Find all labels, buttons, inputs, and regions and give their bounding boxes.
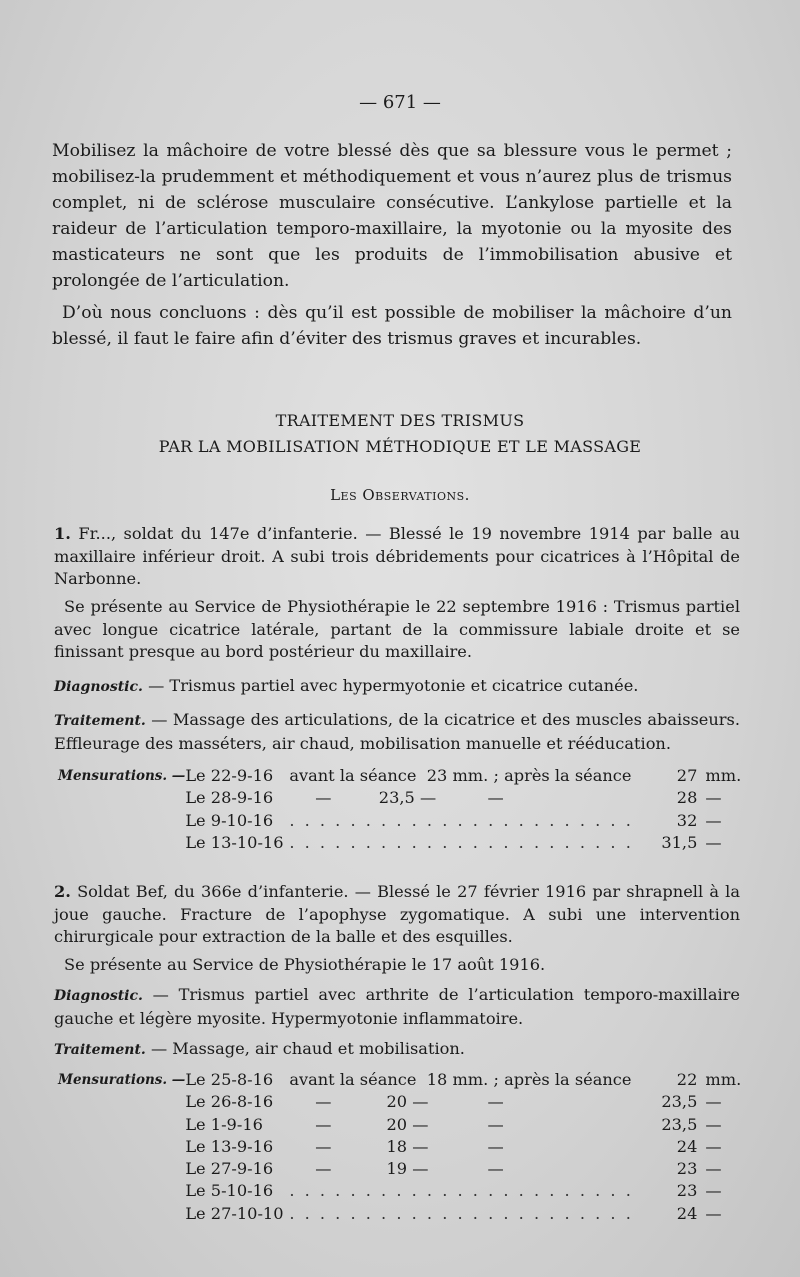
row-unit: — bbox=[705, 1114, 722, 1134]
row-date: Le 13-10-16 bbox=[185, 832, 284, 852]
row-unit: — bbox=[705, 1159, 722, 1179]
table-row bbox=[58, 1136, 741, 1158]
case-1-measurements-table bbox=[58, 765, 741, 854]
table-row bbox=[58, 787, 741, 809]
row-before: 19 — bbox=[386, 1159, 429, 1179]
row-dots: . . . . . . . . . . . . . . . . . . . . . . . bbox=[289, 832, 634, 852]
row-spacer bbox=[58, 1203, 185, 1225]
row-after: 22 bbox=[676, 1070, 698, 1089]
case-1-number: 1. bbox=[54, 524, 71, 543]
table-row bbox=[58, 1203, 741, 1225]
row-before-label: — bbox=[315, 788, 332, 808]
row-unit: — bbox=[705, 832, 722, 852]
row-before-label: — bbox=[315, 1114, 332, 1134]
row-unit: — bbox=[705, 1181, 722, 1201]
case-2-measurements-table bbox=[58, 1069, 741, 1225]
table-row bbox=[58, 810, 741, 832]
row-date: Le 5-10-16 bbox=[185, 1181, 274, 1201]
case-1-mensurations-label: Mensurations. — bbox=[58, 768, 186, 784]
row-unit: — bbox=[705, 1136, 722, 1156]
row-after-label: après la séance bbox=[504, 1070, 632, 1089]
row-before: 20 — bbox=[386, 1114, 429, 1134]
row-after: 32 bbox=[676, 810, 698, 830]
row-date: Le 26-8-16 bbox=[185, 1092, 274, 1112]
case-2-traitement-label: Traitement. bbox=[54, 1042, 146, 1058]
case-2-number: 2. bbox=[54, 882, 71, 901]
row-after: 23,5 bbox=[661, 1092, 698, 1112]
row-after-label: — bbox=[487, 1092, 504, 1112]
row-date: Le 27-9-16 bbox=[185, 1159, 274, 1179]
case-1-traitement-text: — Massage des articulations, de la cicatrice et des muscles abaisseurs. Effleurage des masséters, air chaud, mobilisation manuelle et rééducation. bbox=[54, 710, 741, 753]
row-spacer bbox=[58, 810, 185, 832]
observations-title: Les Observations. bbox=[330, 486, 470, 504]
row-after: 24 bbox=[676, 1136, 698, 1156]
row-before: 18 mm. ; bbox=[426, 1070, 499, 1089]
case-2-diagnostic bbox=[54, 984, 740, 1030]
row-after: 31,5 bbox=[661, 832, 698, 852]
row-date: Le 27-10-10 bbox=[185, 1203, 284, 1223]
row-unit: mm. bbox=[705, 766, 742, 785]
table-row bbox=[58, 765, 741, 787]
row-date: Le 22-9-16 bbox=[185, 766, 274, 785]
row-spacer bbox=[58, 1091, 185, 1113]
row-after-label: — bbox=[487, 1159, 504, 1179]
case-2-intro bbox=[54, 881, 740, 949]
case-1-presentation: Se présente au Service de Physiothérapie le 22 septembre 1916 : Trismus partiel avec longue cicatrice latérale, partant de la commissure labiale droite et se finissant presque au bord postérieur du maxillaire. bbox=[54, 597, 740, 661]
row-unit: — bbox=[705, 1203, 722, 1223]
case-2-presentation: Se présente au Service de Physiothérapie le 17 août 1916. bbox=[64, 955, 546, 974]
row-before: 23 mm. ; bbox=[426, 766, 499, 785]
row-before: 18 — bbox=[386, 1136, 429, 1156]
row-before-label: avant la séance bbox=[289, 766, 417, 785]
case-2-mensurations-label: Mensurations. — bbox=[58, 1072, 186, 1088]
case-2-measurements bbox=[58, 1069, 741, 1225]
row-date: Le 28-9-16 bbox=[185, 788, 274, 808]
row-values bbox=[289, 1136, 633, 1158]
case-1-intro bbox=[54, 523, 740, 591]
case-1-diagnostic-label: Diagnostic. bbox=[54, 679, 143, 695]
table-row bbox=[58, 1158, 741, 1180]
section-heading-line-2: PAR LA MOBILISATION MÉTHODIQUE ET LE MASSAGE bbox=[158, 437, 642, 456]
row-values bbox=[289, 787, 633, 809]
case-2-traitement-text: — Massage, air chaud et mobilisation. bbox=[150, 1039, 465, 1058]
row-after: 23,5 bbox=[661, 1114, 698, 1134]
row-values bbox=[289, 1158, 633, 1180]
case-2-diagnostic-text: — Trismus partiel avec arthrite de l’articulation temporo-maxillaire gauche et légère myosite. Hypermyotonie inflammatoire. bbox=[54, 985, 740, 1028]
row-spacer bbox=[58, 787, 185, 809]
case-1-measurements bbox=[58, 765, 741, 854]
table-row bbox=[58, 1180, 741, 1202]
row-spacer bbox=[58, 832, 185, 854]
row-values bbox=[289, 1069, 633, 1091]
row-date: Le 1-9-16 bbox=[185, 1114, 263, 1134]
row-dots: . . . . . . . . . . . . . . . . . . . . . . . bbox=[289, 810, 634, 830]
row-dots: . . . . . . . . . . . . . . . . . . . . . . . bbox=[289, 1181, 634, 1201]
row-before-label: — bbox=[315, 1136, 332, 1156]
row-date: Le 13-9-16 bbox=[185, 1136, 274, 1156]
row-dots: . . . . . . . . . . . . . . . . . . . . . . . bbox=[289, 1203, 634, 1223]
intro-paragraph-1: Mobilisez la mâchoire de votre blessé dès que sa blessure vous le permet ; mobilisez-la prudemment et méthodiquement et vous n’aurez plus de trismus complet, ni de sclérose musculaire consécutive. L’ankylose partielle et la raideur de l’articulation temporo-maxillaire, la myotonie ou la myosite des masticateurs ne sont que les produits de l’immobilisation abusive et prolongée de l’articulation. bbox=[52, 141, 732, 291]
page-number: — 671 — bbox=[359, 92, 441, 113]
row-before-label: — bbox=[315, 1159, 332, 1179]
row-before-label: avant la séance bbox=[289, 1070, 417, 1089]
row-after: 28 bbox=[676, 788, 698, 808]
row-after: 27 bbox=[676, 766, 698, 785]
row-values bbox=[289, 1114, 633, 1136]
row-before: 20 — bbox=[386, 1092, 429, 1112]
row-unit: — bbox=[705, 810, 722, 830]
row-unit: — bbox=[705, 788, 722, 808]
section-heading-line-1: TRAITEMENT DES TRISMUS bbox=[275, 411, 525, 430]
row-spacer bbox=[58, 1180, 185, 1202]
row-date: Le 9-10-16 bbox=[185, 810, 274, 830]
case-2-diagnostic-label: Diagnostic. bbox=[54, 988, 143, 1004]
row-after-label: — bbox=[487, 1136, 504, 1156]
row-spacer bbox=[58, 1158, 185, 1180]
row-after: 23 bbox=[676, 1159, 698, 1179]
row-spacer bbox=[58, 1136, 185, 1158]
row-after: 24 bbox=[676, 1203, 698, 1223]
case-2-text: Soldat Bef, du 366e d’infanterie. — Blessé le 27 février 1916 par shrapnell à la joue gauche. Fracture de l’apophyse zygomatique. A subi une intervention chirurgicale pour extraction de la balle et des esquilles. bbox=[54, 882, 740, 946]
table-row bbox=[58, 1114, 741, 1136]
row-before-label: — bbox=[315, 1092, 332, 1112]
row-values bbox=[289, 1091, 633, 1113]
row-after-label: après la séance bbox=[504, 766, 632, 785]
case-1-text: Fr..., soldat du 147e d’infanterie. — Blessé le 19 novembre 1914 par balle au maxillaire inférieur droit. A subi trois débridements pour cicatrices à l’Hôpital de Narbonne. bbox=[54, 524, 740, 588]
row-date: Le 25-8-16 bbox=[185, 1070, 274, 1089]
row-spacer bbox=[58, 1114, 185, 1136]
case-1-traitement-label: Traitement. bbox=[54, 713, 146, 729]
intro-paragraph-2: D’où nous concluons : dès qu’il est possible de mobiliser la mâchoire d’un blessé, il faut le faire afin d’éviter des trismus graves et incurables. bbox=[52, 303, 732, 349]
case-1-traitement bbox=[54, 709, 740, 755]
case-1-diagnostic-text: — Trismus partiel avec hypermyotonie et cicatrice cutanée. bbox=[148, 676, 639, 695]
row-after-label: — bbox=[487, 1114, 504, 1134]
row-after: 23 bbox=[676, 1181, 698, 1201]
table-row bbox=[58, 832, 741, 854]
case-1-diagnostic bbox=[54, 675, 740, 699]
row-values bbox=[289, 765, 633, 787]
case-2-traitement bbox=[54, 1038, 740, 1062]
row-after-label: — bbox=[487, 788, 504, 808]
row-before: 23,5 — bbox=[378, 788, 437, 808]
row-unit: mm. bbox=[705, 1070, 742, 1089]
table-row bbox=[58, 1091, 741, 1113]
table-row bbox=[58, 1069, 741, 1091]
row-unit: — bbox=[705, 1092, 722, 1112]
